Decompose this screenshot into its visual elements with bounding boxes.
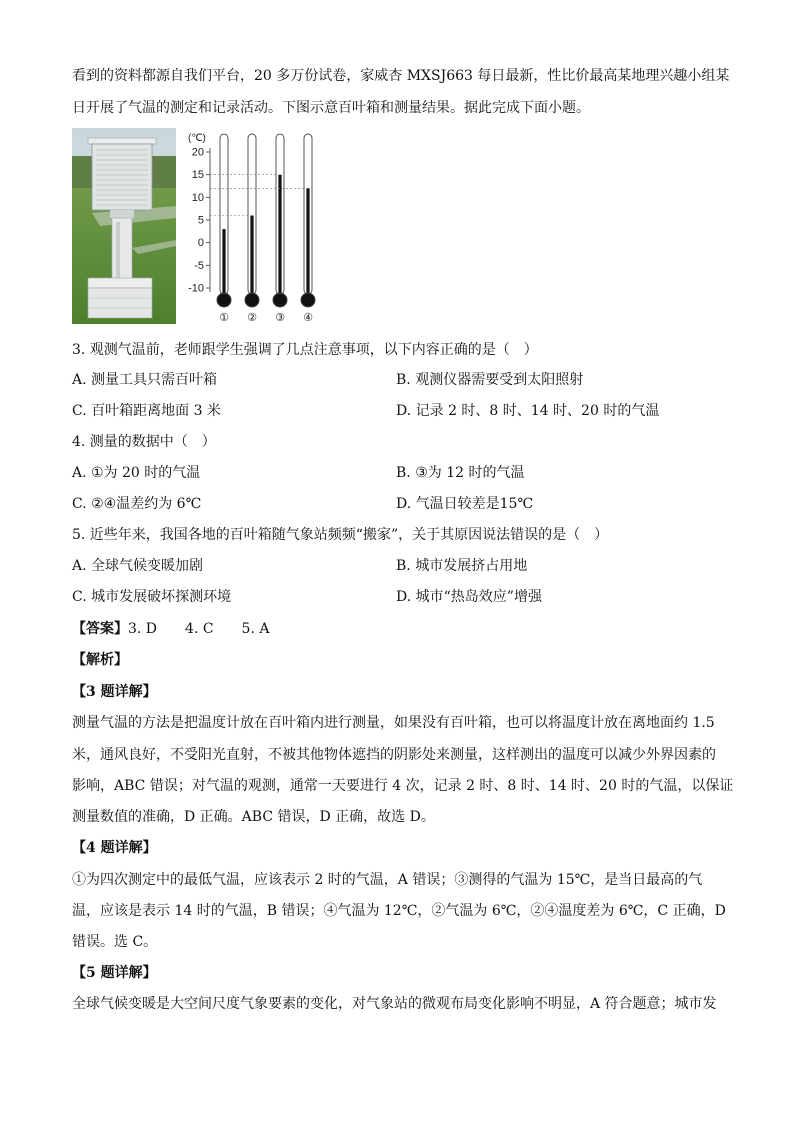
detail-5-title: 【5 题详解】 xyxy=(72,965,157,981)
thermometer-bulb xyxy=(301,293,315,307)
detail-4-line-3: 错误。选 C。 xyxy=(72,934,158,950)
detail-4-line-1: ①为四次测定中的最低气温，应该表示 2 时的气温，A 错误；③测得的气温为 15℃，是当日最高的气 xyxy=(72,872,703,888)
thermometer-number-label: ② xyxy=(247,311,257,324)
detail-3-line-4: 测量数值的准确，D 正确。ABC 错误，D 正确，故选 D。 xyxy=(72,809,435,825)
detail-4-title: 【4 题详解】 xyxy=(72,840,157,856)
axis-tick-label: 0 xyxy=(197,237,204,250)
thermometer-mercury-column xyxy=(278,175,281,296)
axis-tick-label: 5 xyxy=(197,214,204,227)
axis-tick-label: 10 xyxy=(191,191,204,204)
q3-option-c: C. 百叶箱距离地面 3 米 xyxy=(72,403,221,419)
q5-option-b: B. 城市发展挤占用地 xyxy=(396,558,528,574)
answer-line xyxy=(72,619,269,639)
intro-line-1: 看到的资料都源自我们平台，20 多万份试卷，家威杏 MXSJ663 每日最新，性比价最高某地理兴趣小组某 xyxy=(72,68,730,84)
q3-stem: 3. 观测气温前，老师跟学生强调了几点注意事项，以下内容正确的是（ ） xyxy=(72,342,538,358)
q3-option-a: A. 测量工具只需百叶箱 xyxy=(72,372,218,388)
q5-option-c: C. 城市发展破坏探测环境 xyxy=(72,589,232,605)
axis-tick-label: -5 xyxy=(194,259,204,272)
axis-tick-label: -10 xyxy=(188,282,204,295)
thermometer-svg xyxy=(182,128,332,324)
thermometer-mercury-column xyxy=(222,229,225,296)
q4-option-d: D. 气温日较差是15℃ xyxy=(396,496,534,512)
thermometer-number-label: ① xyxy=(219,311,229,324)
thermometer-mercury-column xyxy=(306,188,309,296)
answer-label: 【答案】 xyxy=(72,621,128,637)
answer-text: 3. D 4. C 5. A xyxy=(128,621,270,637)
thermometer-chart xyxy=(182,128,332,324)
detail-4-line-2: 温，应该是表示 14 时的气温，B 错误；④气温为 12℃，②气温为 6℃，②④温度差为 6℃，C 正确，D xyxy=(72,903,726,919)
detail-3-line-3: 影响，ABC 错误；对气温的观测，通常一天要进行 4 次，记录 2 时、8 时、14 时、20 时的气温，以保证 xyxy=(72,778,734,794)
q5-stem: 5. 近些年来，我国各地的百叶箱随气象站频频“搬家”，关于其原因说法错误的是（ ） xyxy=(72,527,609,543)
q4-option-a: A. ①为 20 时的气温 xyxy=(72,465,201,481)
detail-3-line-1: 测量气温的方法是把温度计放在百叶箱内进行测量，如果没有百叶箱，也可以将温度计放在离地面约 1.5 xyxy=(72,715,715,731)
detail-3-line-2: 米，通风良好，不受阳光直射，不被其他物体遮挡的阴影处来测量，这样测出的温度可以减少外界因素的 xyxy=(72,747,716,763)
detail-5-line-1: 全球气候变暖是大空间尺度气象要素的变化，对气象站的微观布局变化影响不明显，A 符合题意；城市发 xyxy=(72,996,717,1012)
louver-box-photo xyxy=(72,128,176,324)
thermometer-number-label: ③ xyxy=(275,311,285,324)
thermometer-bulb xyxy=(217,293,231,307)
q4-stem: 4. 测量的数据中（ ） xyxy=(72,434,216,450)
thermometer-bulb xyxy=(245,293,259,307)
thermometer-bulb xyxy=(273,293,287,307)
detail-3-title: 【3 题详解】 xyxy=(72,684,157,700)
thermometer-number-label: ④ xyxy=(303,311,313,324)
louver-box-image xyxy=(72,128,176,324)
axis-tick-label: 15 xyxy=(191,169,204,182)
q3-option-b: B. 观测仪器需要受到太阳照射 xyxy=(396,372,584,388)
q3-option-d: D. 记录 2 时、8 时、14 时、20 时的气温 xyxy=(396,403,660,419)
thermometer-mercury-column xyxy=(250,216,253,297)
analysis-label: 【解析】 xyxy=(72,652,128,668)
q4-option-b: B. ③为 12 时的气温 xyxy=(396,465,525,481)
q4-option-c: C. ②④温差约为 6℃ xyxy=(72,496,202,512)
q5-option-d: D. 城市“热岛效应”增强 xyxy=(396,589,542,605)
intro-line-2: 日开展了气温的测定和记录活动。下图示意百叶箱和测量结果。据此完成下面小题。 xyxy=(72,100,590,116)
q5-option-a: A. 全球气候变暖加剧 xyxy=(72,558,204,574)
figure xyxy=(72,128,332,328)
axis-tick-label: 20 xyxy=(191,146,204,159)
unit-label: (℃) xyxy=(188,133,206,144)
